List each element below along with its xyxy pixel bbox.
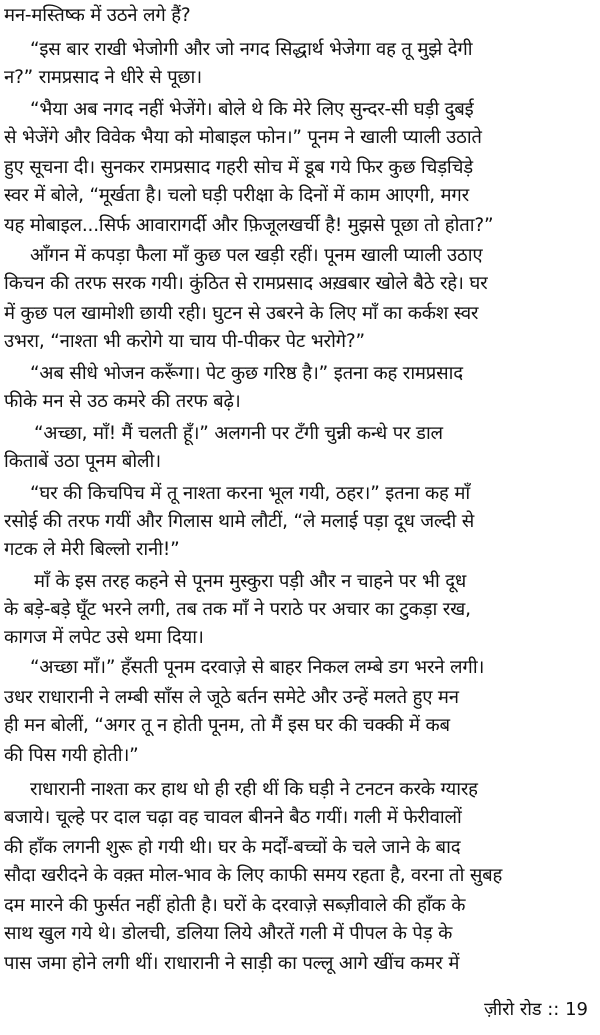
text-line: “अब सीधे भोजन करूँगा। पेट कुछ गरिष्ठ है।” इतना कह रामप्रसाद [30, 363, 463, 384]
text-line: स्वर में बोले, “मूर्खता है। चलो घड़ी परीक्षा के दिनों में काम आएगी, मगर [4, 185, 469, 206]
text-line: “अच्छा माँ।” हँसती पूनम दरवाज़े से बाहर निकल लम्बे डग भरने लगी। [30, 657, 485, 678]
text-line: रसोई की तरफ गयीं और गिलास थामे लौटीं, “ले मलाई पड़ा दूध जल्दी से [4, 511, 475, 532]
text-line: बजाये। चूल्हे पर दाल चढ़ा वह चावल बीनने बैठ गयीं। गली में फेरीवालों [4, 807, 462, 828]
text-line: आँगन में कपड़ा फैला माँ कुछ पल खड़ी रहीं। पूनम खाली प्याली उठाए [30, 245, 483, 266]
text-line: की हाँक लगनी शुरू हो गयी थी। घर के मर्दों-बच्चों के चले जाने के बाद [4, 837, 461, 858]
text-line: के बड़े-बड़े घूँट भरने लगी, तब तक माँ ने पराठे पर अचार का टुकड़ा रख, [4, 599, 471, 620]
text-line: की पिस गयी होती।” [4, 745, 139, 766]
text-line: सौदा खरीदने के वक़्त मोल-भाव के लिए काफी समय रहता है, वरना तो सुबह [4, 865, 503, 886]
text-line: दम मारने की फुर्सत नहीं होती है। घरों के दरवाज़े सब्ज़ीवाले की हाँक के [4, 895, 466, 916]
text-line: “इस बार राखी भेजोगी और जो नगद सिद्धार्थ भेजेगा वह तू मुझे देगी [30, 39, 473, 60]
text-line: गटक ले मेरी बिल्लो रानी!” [4, 539, 180, 560]
text-line: उधर राधारानी ने लम्बी साँस ले जूठे बर्तन समेटे और उन्हें मलते हुए मन [4, 687, 459, 708]
text-line: पास जमा होने लगी थीं। राधारानी ने साड़ी का पल्लू आगे खींच कमर में [4, 953, 460, 974]
text-line: ही मन बोलीं, “अगर तू न होती पूनम, तो मैं इस घर की चक्की में कब [4, 715, 450, 736]
text-line: किचन की तरफ सरक गयी। कुंठित से रामप्रसाद अख़बार खोले बैठे रहे। घर [4, 273, 488, 294]
text-line: “अच्छा, माँ! मैं चलती हूँ।” अलगनी पर टँगी चुन्नी कन्धे पर डाल [34, 423, 443, 444]
text-line: में कुछ पल खामोशी छायी रही। घुटन से उबरने के लिए माँ का कर्कश स्वर [4, 303, 479, 324]
text-line: राधारानी नाश्ता कर हाथ धो ही रही थीं कि घड़ी ने टनटन करके ग्यारह [30, 779, 478, 800]
text-line: किताबें उठा पूनम बोली। [4, 451, 161, 472]
text-line: मन-मस्तिष्क में उठने लगे हैं? [4, 5, 191, 26]
text-line: माँ के इस तरह कहने से पूनम मुस्कुरा पड़ी और न चाहने पर भी दूध [34, 571, 467, 592]
text-line: से भेजेंगे और विवेक भैया को मोबाइल फोन।” पूनम ने खाली प्याली उठाते [4, 127, 482, 148]
text-line: फीके मन से उठ कमरे की तरफ बढ़े। [4, 391, 241, 412]
text-line: साथ खुल गये थे। डोलची, डलिया लिये औरतें गली में पीपल के पेड़ के [4, 923, 453, 944]
text-line: “घर की किचपिच में तू नाश्ता करना भूल गयी, ठहर।” इतना कह माँ [30, 483, 471, 504]
text-line: “भैया अब नगद नहीं भेजेंगे। बोले थे कि मेरे लिए सुन्दर-सी घड़ी दुबई [30, 99, 474, 120]
text-line: उभरा, “नाश्ता भी करोगे या चाय पी-पीकर पेट भरोगे?” [4, 331, 365, 352]
text-line: न?” रामप्रसाद ने धीरे से पूछा। [4, 67, 202, 88]
text-line: कागज में लपेट उसे थमा दिया। [4, 627, 204, 648]
text-line: यह मोबाइल...सिर्फ आवारागर्दी और फ़िजूलखर्ची है! मुझसे पूछा तो होता?” [4, 215, 494, 236]
text-line: हुए सूचना दी। सुनकर रामप्रसाद गहरी सोच में डूब गये फिर कुछ चिड़चिड़े [4, 157, 473, 178]
page-footer: ज़ीरो रोड :: 19 [484, 999, 588, 1020]
